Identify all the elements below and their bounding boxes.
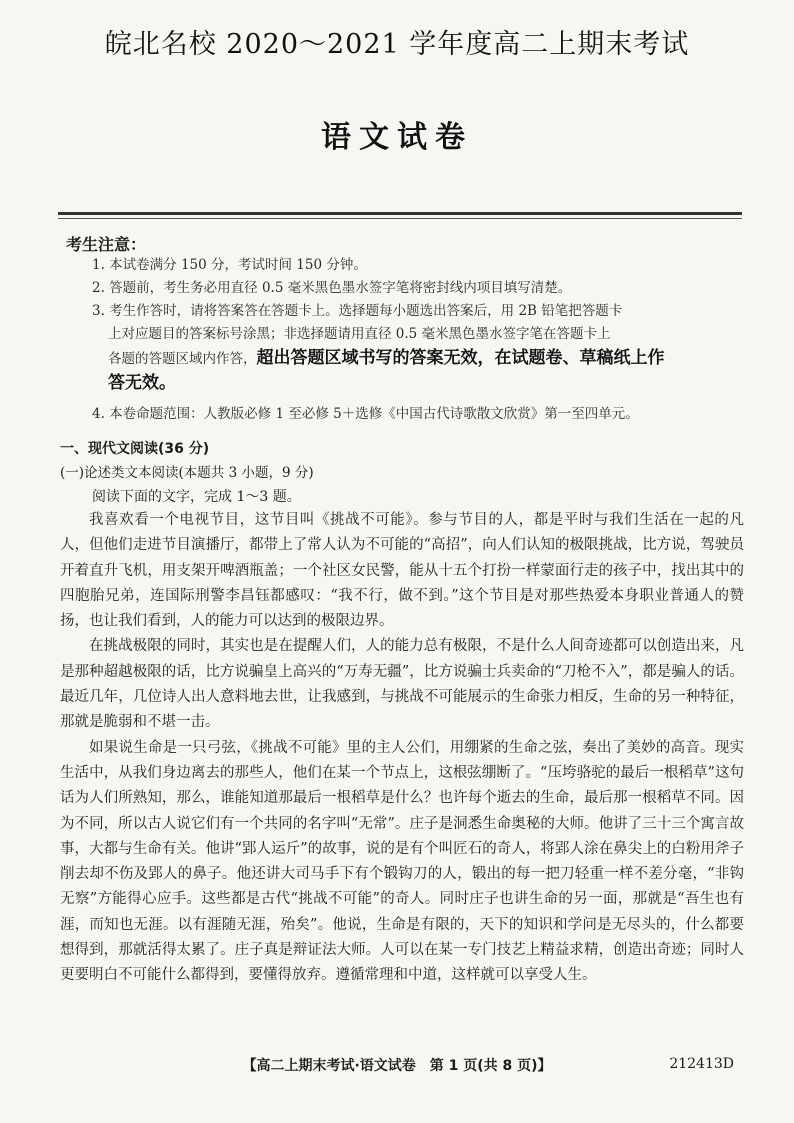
header-divider-thin xyxy=(58,218,742,219)
page-footer xyxy=(0,1055,794,1075)
notice-item-1: 1. 本试卷满分 150 分，考试时间 150 分钟。 xyxy=(92,257,367,273)
notice-item-3-text: 各题的答题区域内作答， xyxy=(108,351,257,367)
notice-list xyxy=(92,254,752,426)
notice-item-2: 2. 答题前，考生务必用直径 0.5 毫米黑色墨水签字笔将密封线内项目填写清楚。 xyxy=(92,280,572,296)
notice-item-4: 4. 本卷命题范围：人教版必修 1 至必修 5＋选修《中国古代诗歌散文欣赏》第一至四单元。 xyxy=(92,406,639,422)
passage-paragraph-1: 我喜欢看一个电视节目，这节目叫《挑战不可能》。参与节目的人，都是平时与我们生活在一起的凡人，但他们走进节目演播厅，都带上了常人认为不可能的“高招”，向人们认知的极限挑战，比方说，驾驶员开着直升飞机，用支架开啤酒瓶盖；一个社区女民警，能从十五个打扮一样蒙面行走的孩子中，找出其中的四胞胎兄弟，连国际刑警李昌钰都感叹：“我不行，做不到。”这个节目是对那些热爱本身职业普通人的赞扬，也让我们看到，人的能力可以达到的极限边界。 xyxy=(60,512,744,630)
notice-item-3-line-3 xyxy=(92,346,752,371)
reading-passage xyxy=(60,508,744,989)
section-heading: 一、现代文阅读(36 分) xyxy=(60,441,210,457)
footer-label: 【高二上期末考试·语文试卷 第 1 页(共 8 页)】 xyxy=(242,1058,552,1074)
passage-paragraph-3: 如果说生命是一只弓弦，《挑战不可能》里的主人公们，用绷紧的生命之弦，奏出了美妙的高音。现实生活中，从我们身边离去的那些人，他们在某一个节点上，这根弦绷断了。“压垮骆驼的最后一根稻草”这句话为人们所熟知，那么，谁能知道那最后一根稻草是什么？也许每个逝去的生命，最后那一根稻草不同。因为不同，所以古人说它们有一个共同的名字叫“无常”。庄子是洞悉生命奥秘的大师。他讲了三十三个寓言故事，大都与生命有关。他讲“郢人运斤”的故事，说的是有个叫匠石的奇人，将郢人涂在鼻尖上的白粉用斧子削去却不伤及郢人的鼻子。他还讲大司马手下有个锻钩刀的人，锻出的每一把刀轻重一样不差分毫，“非钩无察”方能得心应手。这些都是古代“挑战不可能”的奇人。同时庄子也讲生命的另一面，那就是“吾生也有涯，而知也无涯。以有涯随无涯，殆矣”。他说，生命是有限的，天下的知识和学问是无尽头的，什么都要想得到，那就活得太累了。庄子真是辩证法大师。人可以在某一专门技艺上精益求精，创造出奇迹；同时人更要明白不可能什么都得到，要懂得放弃。遵循常理和中道，这样就可以享受人生。 xyxy=(60,739,744,984)
notice-heading: 考生注意： xyxy=(66,235,147,254)
subsection-heading: (一)论述类文本阅读(本题共 3 小题，9 分) xyxy=(60,465,314,481)
notice-item-3-line-1: 3. 考生作答时，请将答案答在答题卡上。选择题每小题选出答案后，用 2B 铅笔把答题卡 xyxy=(92,303,623,319)
notice-item-3-emphasis-cont: 答无效。 xyxy=(108,373,176,393)
notice-item-3-line-2: 上对应题目的答案标号涂黑；非选择题请用直径 0.5 毫米黑色墨水签字笔在答题卡上 xyxy=(108,326,611,342)
reading-instruction: 阅读下面的文字，完成 1～3 题。 xyxy=(92,489,301,505)
header-divider-thick xyxy=(58,212,742,215)
exam-title: 皖北名校 2020～2021 学年度高二上期末考试 xyxy=(104,29,690,60)
notice-item-3-emphasis: 超出答题区域书写的答案无效，在试题卷、草稿纸上作 xyxy=(256,348,665,368)
passage-paragraph-2: 在挑战极限的同时，其实也是在提醒人们，人的能力总有极限，不是什么人间奇迹都可以创造出来，凡是那种超越极限的话，比方说骗皇上高兴的“万寿无疆”，比方说骗士兵卖命的“刀枪不入”，都是骗人的话。最近几年，几位诗人出人意料地去世，让我感到，与挑战不可能展示的生命张力相反，生命的另一种特征，那就是脆弱和不堪一击。 xyxy=(60,638,744,731)
paper-title: 语文试卷 xyxy=(321,120,473,155)
footer-code: 212413D xyxy=(669,1056,734,1072)
